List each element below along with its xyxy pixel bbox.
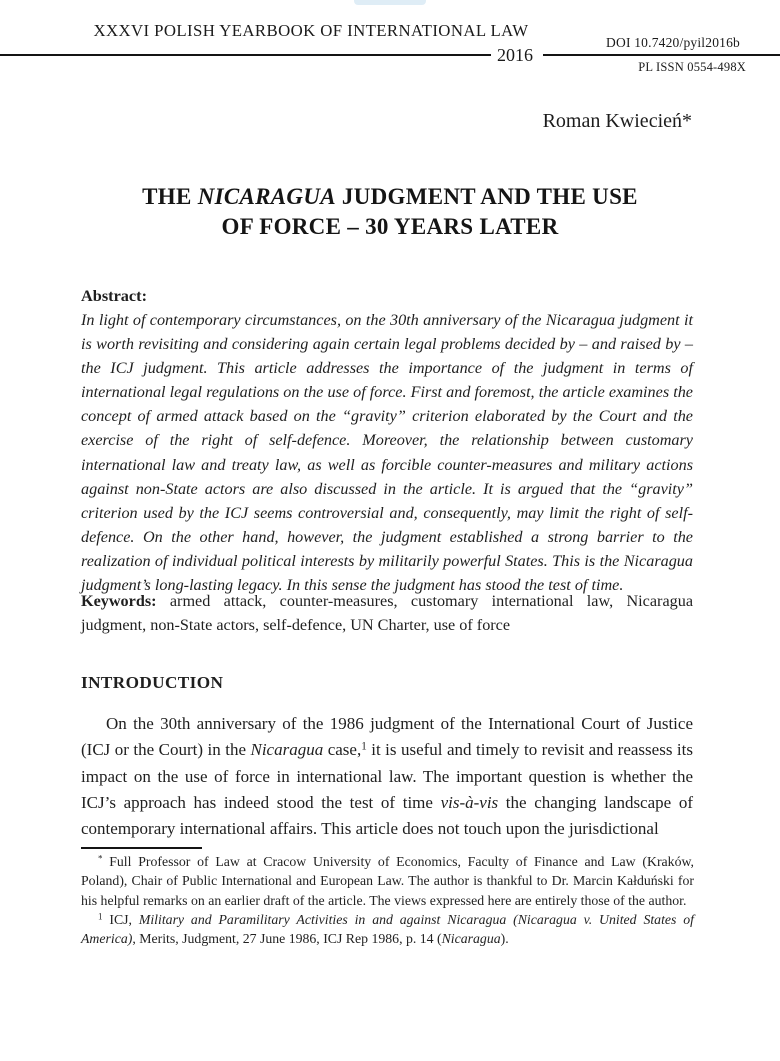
footnote-separator (81, 847, 202, 849)
page-top-artifact (354, 0, 426, 5)
footnote-reference-1: 1 (361, 740, 367, 753)
volume-year: 2016 (497, 45, 533, 65)
title-segment: THE (142, 184, 198, 209)
abstract-label: Abstract: (81, 286, 148, 305)
author-footnote-marker: * (682, 110, 692, 132)
footnote-1-marker: 1 (98, 911, 103, 922)
title-segment: JUDGMENT AND THE USE (335, 184, 638, 209)
intro-vis-a-vis: vis-à-vis (440, 792, 499, 812)
footnote-star-marker: * (98, 853, 103, 864)
article-title-line2: OF FORCE – 30 YEARS LATER (221, 214, 559, 239)
section-heading-introduction: INTRODUCTION (81, 673, 224, 692)
header-rule-right (543, 54, 780, 56)
doi-label: DOI 10.7420/pyil2016b (606, 35, 740, 50)
intro-paragraph (81, 711, 693, 842)
intro-segment: it is useful and timely to revisit and reassess its impact on the use of force in international law. The important question is whether the ICJ’s approach has indeed stood the test of time (81, 740, 693, 812)
footnote-1 (81, 910, 694, 949)
intro-segment: case, (323, 740, 362, 760)
footnote-1-case-title: Military and Paramilitary Activities in and against Nicaragua (Nicaragua v. United States of America) (81, 911, 695, 947)
intro-segment: On the 30th anniversary of the 1986 judgment of the International Court of Justice (ICJ or the Court) in the (81, 714, 693, 760)
footnote-star (81, 852, 694, 910)
author-name (543, 110, 692, 133)
footnote-1-segment: ). (500, 931, 509, 947)
footnote-1-segment: ICJ, (102, 911, 139, 927)
footnote-1-segment: , Merits, Judgment, 27 June 1986, ICJ Rep 1986, p. 14 ( (132, 931, 442, 947)
title-case-name: NICARAGUA (197, 184, 336, 209)
author-name-text: Roman Kwiecień (542, 110, 682, 132)
footnote-star-text: Full Professor of Law at Cracow University of Economics, Faculty of Finance and Law (Kraków, Poland), Chair of Public International and European Law. The author is thankful to Dr. Marcin Kałduński for his helpful remarks on an earlier draft of the article. The views expressed here are entirely those of the author. (81, 854, 694, 908)
keywords-label: Keywords: (81, 592, 157, 610)
footnote-1-short-name: Nicaragua (441, 931, 501, 947)
keywords-line (81, 589, 693, 637)
header-rule-left (0, 54, 491, 56)
article-title (0, 182, 780, 242)
abstract-text: In light of contemporary circumstances, on the 30th anniversary of the Nicaragua judgment it is worth revisiting and considering again certain legal problems decided by – and raised by – the ICJ judgment. This article addresses the importance of the judgment in terms of international legal regulations on the use of force. First and foremost, the article examines the concept of armed attack based on the “gravity” criterion elaborated by the Court and the exercise of the right of self-defence. Moreover, the relationship between customary international law and treaty law, as well as forcible counter-measures and military actions against non-State actors are also discussed in the article. It is argued that the “gravity” criterion used by the ICJ seems controversial and, consequently, may limit the right of self-defence. On the other hand, however, the judgment established a strong barrier to the realization of individual political interests by militarily powerful States. This is the Nicaragua judgment’s long-lasting legacy. In this sense the judgment has stood the test of time. (81, 311, 693, 595)
keywords-text: armed attack, counter-measures, customary international law, Nicaragua judgment, non-State actors, self-defence, UN Charter, use of force (81, 592, 693, 634)
intro-case-name: Nicaragua (250, 740, 324, 760)
article-title-line1 (0, 182, 780, 212)
journal-title: XXXVI POLISH YEARBOOK OF INTERNATIONAL LAW (93, 21, 529, 40)
issn-label: PL ISSN 0554-498X (638, 60, 746, 74)
footnotes-block (81, 852, 694, 948)
intro-segment: the changing landscape of contemporary international affairs. This article does not touch upon the jurisdictional (81, 792, 693, 839)
